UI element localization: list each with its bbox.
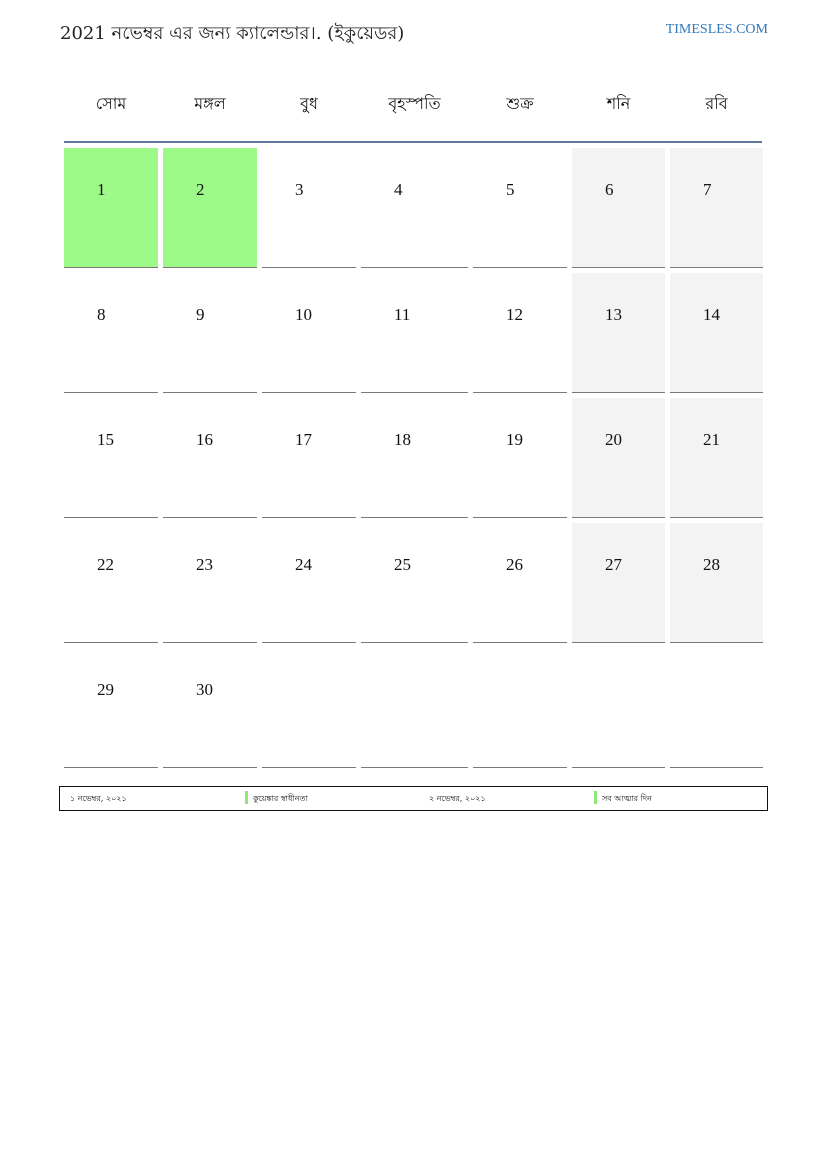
weekday-header-row (64, 78, 762, 143)
day-cell[interactable] (572, 523, 665, 643)
day-number: 22 (97, 555, 114, 574)
weekday-label: বুধ (300, 94, 318, 113)
day-cell[interactable] (64, 648, 158, 768)
day-cell[interactable] (361, 398, 468, 518)
day-number: 19 (506, 430, 523, 449)
day-cell[interactable] (473, 273, 567, 393)
empty-day-cell (670, 648, 763, 768)
day-cell[interactable] (64, 398, 158, 518)
day-cell[interactable] (572, 148, 665, 268)
day-number: 12 (506, 305, 523, 324)
day-cell[interactable] (262, 523, 356, 643)
day-number: 1 (97, 180, 106, 199)
day-number: 4 (394, 180, 403, 199)
day-cell[interactable] (64, 273, 158, 393)
weekday-label: শুক্র (506, 94, 534, 113)
holiday-date: ২ নভেম্বর, ২০২১ (429, 794, 486, 803)
day-cell[interactable] (572, 398, 665, 518)
holiday-name: সব আত্মার দিন (602, 794, 652, 803)
day-cell[interactable] (473, 398, 567, 518)
day-cell[interactable] (670, 148, 763, 268)
weekday-label: বৃহস্পতি (388, 94, 441, 113)
holiday-name: কুয়েঙ্কার স্বাধীনতা (253, 794, 308, 803)
calendar-grid (64, 78, 762, 768)
day-number: 16 (196, 430, 213, 449)
day-cell[interactable] (262, 398, 356, 518)
day-cell[interactable] (163, 148, 257, 268)
day-number: 25 (394, 555, 411, 574)
day-cell[interactable] (64, 523, 158, 643)
empty-day-cell (361, 648, 468, 768)
day-cell[interactable] (670, 398, 763, 518)
calendar-body (64, 148, 762, 768)
empty-day-cell (473, 648, 567, 768)
day-cell[interactable] (64, 148, 158, 268)
day-number: 17 (295, 430, 312, 449)
weekday-label: মঙ্গল (194, 94, 226, 113)
empty-day-cell (572, 648, 665, 768)
day-cell[interactable] (163, 648, 257, 768)
holiday-color-marker (594, 791, 597, 804)
day-cell[interactable] (163, 523, 257, 643)
day-number: 21 (703, 430, 720, 449)
day-number: 27 (605, 555, 622, 574)
day-number: 2 (196, 180, 205, 199)
site-link[interactable]: TIMESLES.COM (665, 22, 768, 37)
day-number: 23 (196, 555, 213, 574)
day-number: 15 (97, 430, 114, 449)
weekday-label: শনি (606, 94, 631, 113)
day-number: 28 (703, 555, 720, 574)
day-cell[interactable] (670, 523, 763, 643)
day-number: 10 (295, 305, 312, 324)
day-number: 13 (605, 305, 622, 324)
day-cell[interactable] (163, 398, 257, 518)
day-number: 11 (394, 305, 411, 324)
holiday-date: ১ নভেম্বর, ২০২১ (70, 794, 127, 803)
day-number: 20 (605, 430, 622, 449)
day-number: 7 (703, 180, 712, 199)
day-number: 8 (97, 305, 106, 324)
day-number: 5 (506, 180, 515, 199)
empty-day-cell (262, 648, 356, 768)
day-number: 29 (97, 680, 114, 699)
day-cell[interactable] (361, 148, 468, 268)
day-number: 14 (703, 305, 720, 324)
day-number: 18 (394, 430, 411, 449)
day-cell[interactable] (262, 273, 356, 393)
holiday-color-marker (245, 791, 248, 804)
day-cell[interactable] (163, 273, 257, 393)
weekday-label: সোম (95, 94, 127, 113)
day-number: 6 (605, 180, 614, 199)
weekday-label: রবি (705, 94, 728, 113)
day-cell[interactable] (473, 523, 567, 643)
day-cell[interactable] (361, 523, 468, 643)
day-cell[interactable] (670, 273, 763, 393)
holiday-legend (59, 786, 768, 811)
day-number: 3 (295, 180, 304, 199)
day-cell[interactable] (473, 148, 567, 268)
day-number: 24 (295, 555, 312, 574)
day-number: 26 (506, 555, 523, 574)
day-cell[interactable] (572, 273, 665, 393)
page-title: 2021 নভেম্বর এর জন্য ক্যালেন্ডার।. (ইকুয়েডর) (60, 23, 405, 44)
day-cell[interactable] (262, 148, 356, 268)
day-cell[interactable] (361, 273, 468, 393)
day-number: 30 (196, 680, 213, 699)
day-number: 9 (196, 305, 205, 324)
